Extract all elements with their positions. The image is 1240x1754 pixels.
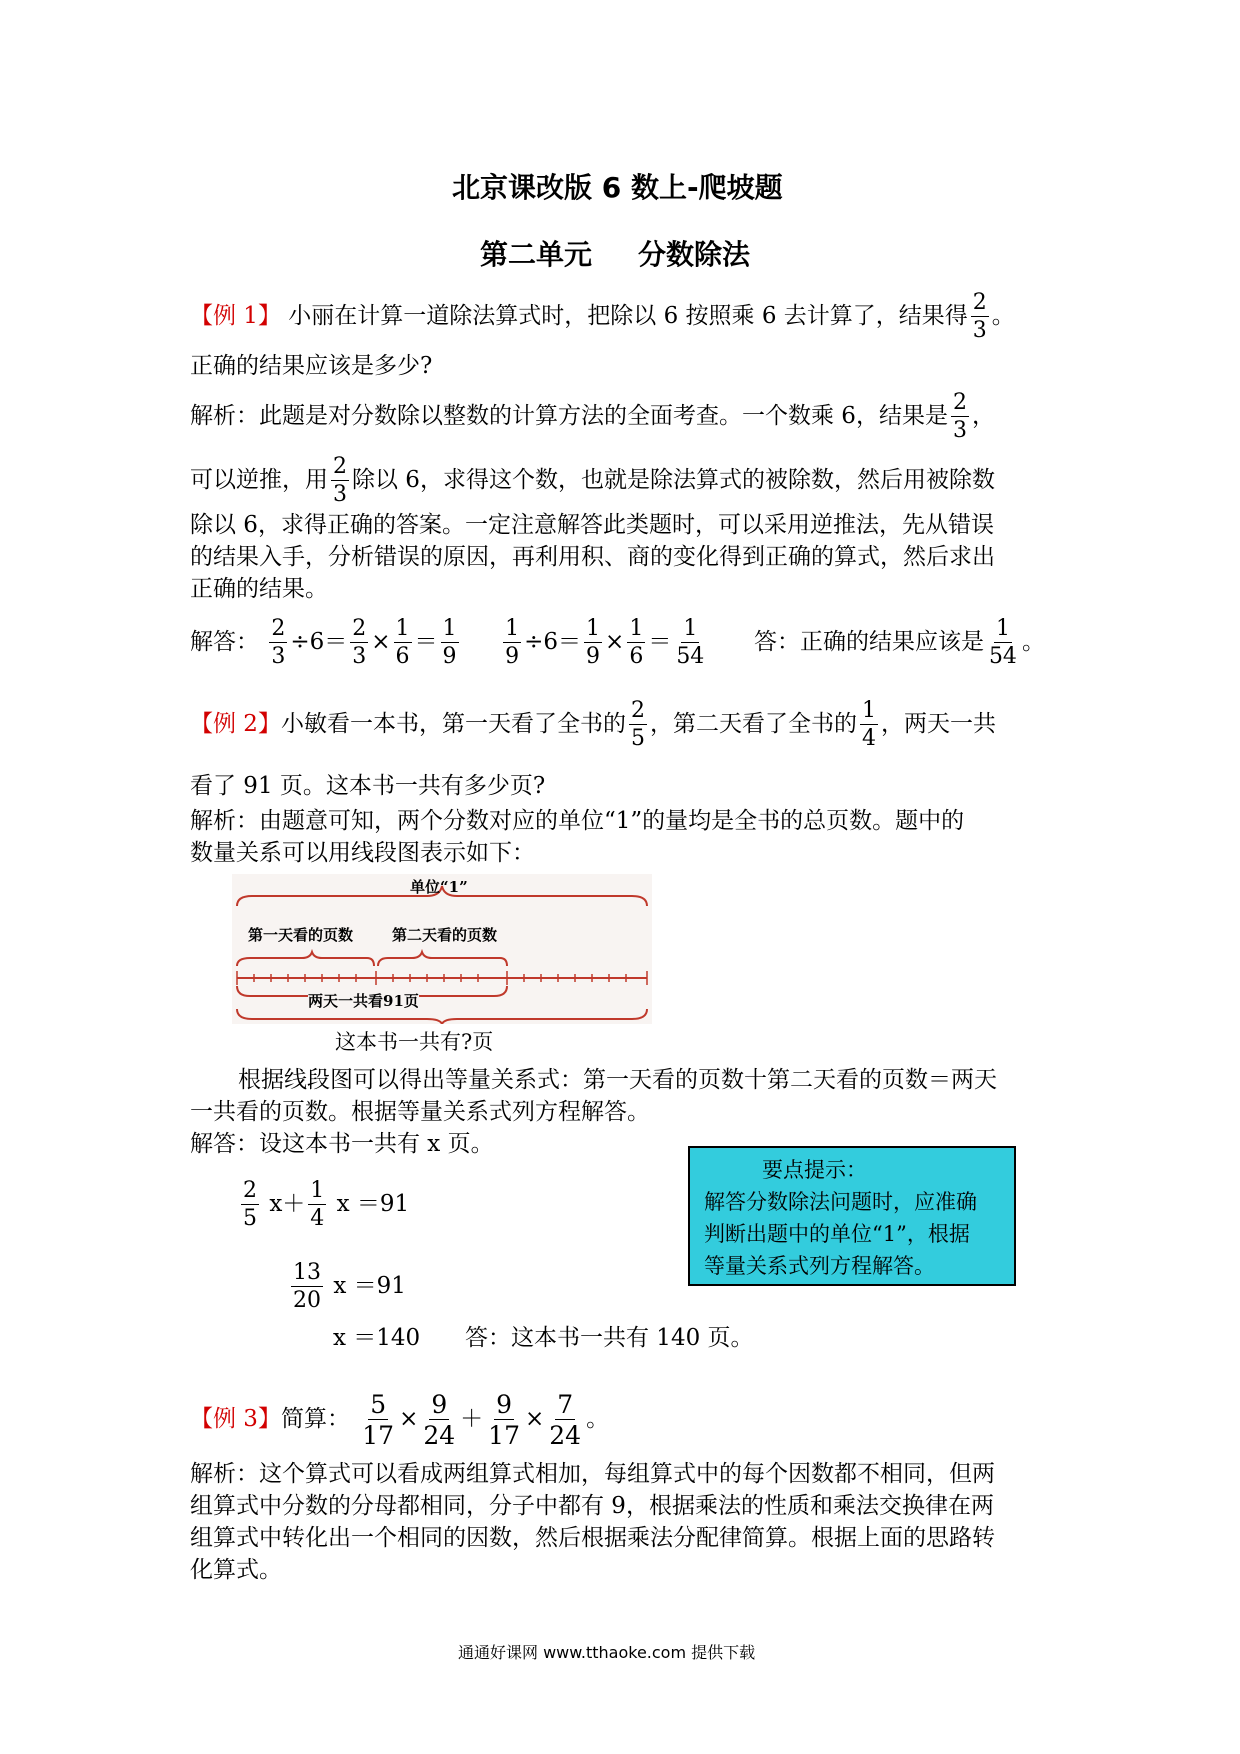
fraction: $\frac{2}{3}$: [972, 290, 987, 343]
fraction: $\frac{2}{5}$: [243, 1178, 257, 1231]
unit-title: [480, 233, 750, 273]
diagram-together-label: 两天一共看91页: [308, 992, 419, 1010]
line-segment-diagram: [232, 874, 652, 1024]
diagram-unit-label: 单位“1”: [410, 878, 468, 896]
ex1-analysis-line3: 除以 6，求得正确的答案。一定注意解答此类题时，可以采用逆推法，先从错误: [190, 512, 994, 538]
ex1-analysis-line5: 正确的结果。: [190, 576, 328, 602]
page-footer: 通通好课网 www.tthaoke.com 提供下载: [458, 1643, 756, 1662]
ex2-answer: 答：这本书一共有 140 页。: [465, 1325, 754, 1351]
fraction: $\frac{1}{9}$: [505, 616, 520, 669]
ex2-step2: $\frac{13}{20}$ x ＝91: [293, 1260, 406, 1313]
fraction: $\frac{2}{3}$: [333, 454, 347, 507]
fraction: $\frac{5}{17}$: [362, 1390, 395, 1450]
fraction: $\frac{1}{54}$: [988, 616, 1017, 669]
tip-title: 要点提示：: [762, 1158, 867, 1182]
ex2-equation-line2: 一共看的页数。根据等量关系式列方程解答。: [190, 1099, 650, 1125]
fraction: $\frac{1}{9}$: [442, 616, 457, 669]
ex3-question: 【例 3】简算： $\frac{5}{17}$ × $\frac{9}{24}$ ＋ $\frac{9}{17}$ × $\frac{7}{24}$ 。: [190, 1390, 610, 1450]
ex3-analysis-line4: 化算式。: [190, 1557, 282, 1583]
diagram-day2-label: 第二天看的页数: [392, 926, 498, 944]
fraction: $\frac{9}{24}$: [423, 1390, 456, 1450]
ex2-step1: $\frac{2}{5}$ x＋ $\frac{1}{4}$ x ＝91: [243, 1178, 410, 1231]
ex3-analysis-line3: 组算式中转化出一个相同的因数，然后根据乘法分配律简算。根据上面的思路转: [190, 1525, 995, 1551]
diagram-day1-label: 第一天看的页数: [248, 926, 354, 944]
fraction: $\frac{1}{9}$: [586, 616, 601, 669]
fraction: $\frac{13}{20}$: [293, 1260, 321, 1313]
unit-topic: 分数除法: [638, 238, 751, 271]
ex1-question-line2: 正确的结果应该是多少?: [190, 353, 433, 379]
fraction: $\frac{9}{17}$: [488, 1390, 520, 1450]
unit-label: 第二单元: [480, 238, 593, 271]
tip-line2: 判断出题中的单位“1”，根据: [704, 1222, 970, 1246]
ex1-answer: 答：正确的结果应该是: [753, 629, 984, 655]
ex1-analysis-line4: 的结果入手，分析错误的原因，再利用积、商的变化得到正确的算式，然后求出: [190, 544, 995, 570]
fraction: $\frac{7}{24}$: [549, 1390, 582, 1450]
page-title: 北京课改版 6 数上-爬坡题: [452, 171, 783, 204]
ex3-analysis-line2: 组算式中分数的分母都相同，分子中都有 9，根据乘法的性质和乘法交换律在两: [190, 1493, 994, 1519]
day1-brace: [237, 952, 374, 966]
ex3-analysis-line1: 解析：这个算式可以看成两组算式相加，每组算式中的每个因数都不相同，但两: [190, 1461, 995, 1487]
fraction: $\frac{1}{4}$: [861, 698, 876, 751]
ex1-question: 【例 1】 小丽在计算一道除法算式时，把除以 6 按照乘 6 去计算了，结果得 $\frac{2}{3}$ 。: [190, 290, 1015, 343]
ex1-question-text: 小丽在计算一道除法算式时，把除以 6 按照乘 6 去计算了，结果得: [288, 303, 968, 329]
day2-brace: [378, 952, 507, 966]
tip-line1: 解答分数除法问题时，应准确: [704, 1190, 977, 1214]
ex2-analysis-line2: 数量关系可以用线段图表示如下：: [190, 840, 535, 866]
ex2-question: 【例 2】小敏看一本书，第一天看了全书的 $\frac{2}{5}$ ，第二天看了全书的 $\frac{1}{4}$ ，两天一共: [190, 698, 996, 751]
fraction: $\frac{2}{3}$: [952, 390, 967, 443]
ex1-solution: 解答： $\frac{2}{3}$ ÷6＝ $\frac{2}{3}$ × $\frac{1}{6}$ ＝ $\frac{1}{9}$ $\frac{1}{9}$ ÷6＝ $\frac{1}{9}$ × $\frac{1}{6}$ ＝ $\frac{1}{54}$ 答：正确的结果应该是 $\frac{1}{54}$ 。: [190, 616, 1045, 669]
fraction: $\frac{1}{4}$: [310, 1178, 325, 1231]
ex1-analysis-line1: 解析：此题是对分数除以整数的计算方法的全面考查。一个数乘 6，结果是 $\frac{2}{3}$ ，: [190, 390, 995, 443]
tip-box: [688, 1146, 1016, 1286]
diagram-caption: 这本书一共有?页: [335, 1030, 494, 1054]
ex2-step3: x ＝140: [333, 1325, 421, 1351]
ex2-analysis-line1: 解析：由题意可知，两个分数对应的单位“1”的量均是全书的总页数。题中的: [190, 808, 965, 834]
ex2-question-line2: 看了 91 页。这本书一共有多少页?: [190, 773, 546, 799]
ex2-solution-line: 解答：设这本书一共有 x 页。: [190, 1131, 494, 1157]
fraction: $\frac{1}{6}$: [629, 616, 644, 669]
ex1-tag: 【例 1】: [190, 303, 281, 329]
ex2-equation-line1: 根据线段图可以得出等量关系式：第一天看的页数十第二天看的页数＝两天: [238, 1067, 997, 1093]
fraction: $\frac{1}{54}$: [676, 616, 705, 669]
ex3-tag: 【例 3】: [190, 1406, 281, 1432]
tip-line3: 等量关系式列方程解答。: [704, 1254, 935, 1278]
ex1-analysis-line2: 可以逆推，用 $\frac{2}{3}$ 除以 6，求得这个数，也就是除法算式的被除数，然后用被除数: [190, 454, 995, 507]
total-brace: [237, 1009, 647, 1024]
fraction: $\frac{2}{3}$: [271, 616, 286, 669]
fraction: $\frac{2}{3}$: [352, 616, 367, 669]
ex2-tag: 【例 2】: [190, 711, 281, 737]
fraction: $\frac{1}{6}$: [395, 616, 410, 669]
fraction: $\frac{2}{5}$: [630, 698, 645, 751]
